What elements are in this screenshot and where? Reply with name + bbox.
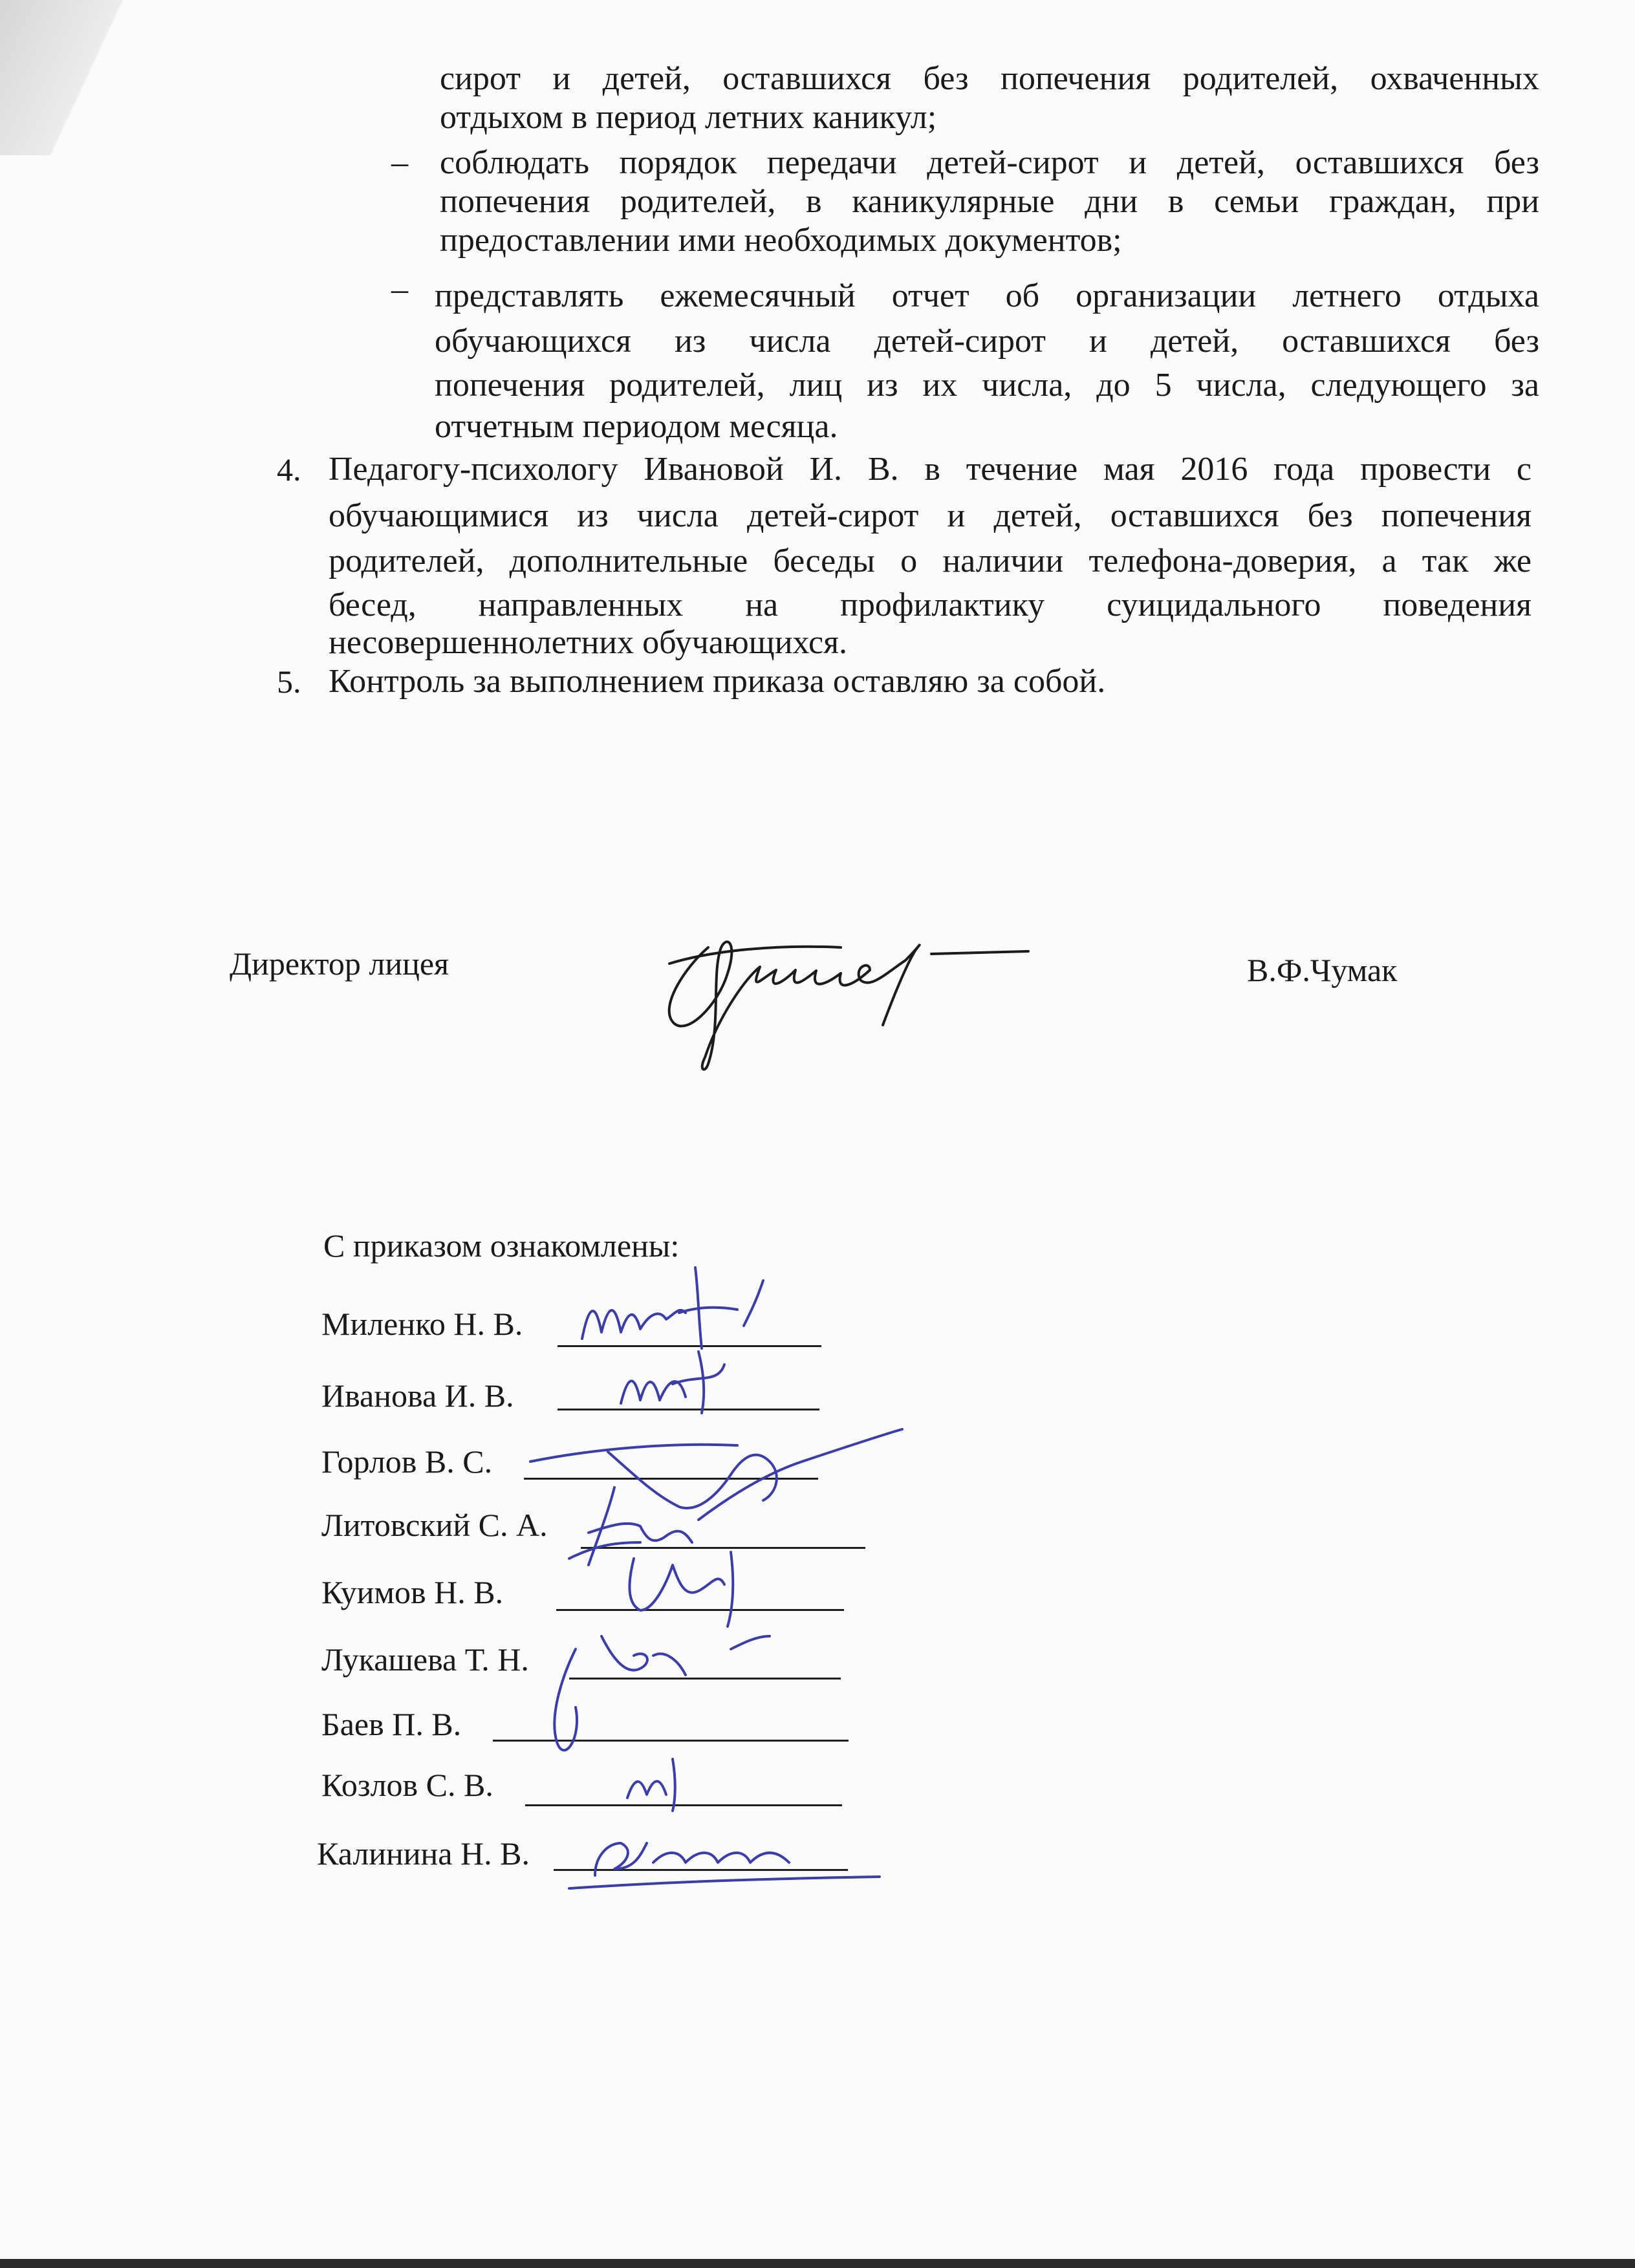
ack-name-6: Лукашева Т. Н. <box>321 1641 529 1678</box>
list-line-4: попечения родителей, в каникулярные дни в семьи граждан, при <box>440 183 1539 220</box>
scan-bottom-edge <box>0 2259 1635 2268</box>
signature-ivanova <box>608 1339 776 1416</box>
director-title: Директор лицея <box>230 945 449 982</box>
ack-name-7: Баев П. В. <box>321 1706 462 1742</box>
director-signature <box>647 909 1048 1077</box>
list-line-1: сирот и детей, оставшихся без попечения родителей, охваченных <box>440 60 1539 97</box>
item-4-line-5: несовершеннолетних обучающихся. <box>329 624 848 661</box>
ack-name-4: Литовский С. А. <box>321 1507 548 1543</box>
dash-bullet-2: – <box>391 271 408 308</box>
list-line-8: попечения родителей, лиц из их числа, до 5 числа, следующего за <box>435 367 1539 404</box>
ack-name-2: Иванова И. В. <box>321 1377 514 1414</box>
item-4-line-1: Педагогу-психологу Ивановой И. В. в течение мая 2016 года провести с <box>329 451 1532 488</box>
dash-bullet-1: – <box>391 144 408 181</box>
signature-kalinina <box>569 1804 905 1901</box>
director-name: В.Ф.Чумак <box>1247 952 1398 988</box>
list-line-2: отдыхом в период летних каникул; <box>440 99 937 136</box>
scan-edge-shadow <box>0 0 149 155</box>
ack-name-3: Горлов В. С. <box>321 1443 493 1480</box>
list-line-5: предоставлении ими необходимых документов; <box>440 222 1122 259</box>
item-4-number: 4. <box>277 451 301 488</box>
item-5-text: Контроль за выполнением приказа оставляю за собой. <box>329 663 1106 700</box>
ack-name-9: Калинина Н. В. <box>317 1835 530 1872</box>
item-5-number: 5. <box>277 664 301 700</box>
ack-name-1: Миленко Н. В. <box>321 1306 523 1342</box>
list-line-3: соблюдать порядок передачи детей-сирот и детей, оставшихся без <box>440 144 1539 181</box>
item-4-line-4: бесед, направленных на профилактику суицидального поведения <box>329 587 1532 623</box>
list-line-7: обучающихся из числа детей-сирот и детей, оставшихся без <box>435 323 1539 360</box>
item-4-line-2: обучающимися из числа детей-сирот и детей, оставшихся без попечения <box>329 497 1532 534</box>
ack-name-5: Куимов Н. В. <box>321 1574 504 1610</box>
acknowledged-heading: С приказом ознакомлены: <box>323 1227 680 1264</box>
list-line-6: представлять ежемесячный отчет об организации летнего отдыха <box>435 277 1539 314</box>
list-line-9: отчетным периодом месяца. <box>435 408 838 445</box>
ack-name-8: Козлов С. В. <box>321 1767 493 1803</box>
item-4-line-3: родителей, дополнительные беседы о наличии телефона-доверия, а так же <box>329 543 1532 579</box>
